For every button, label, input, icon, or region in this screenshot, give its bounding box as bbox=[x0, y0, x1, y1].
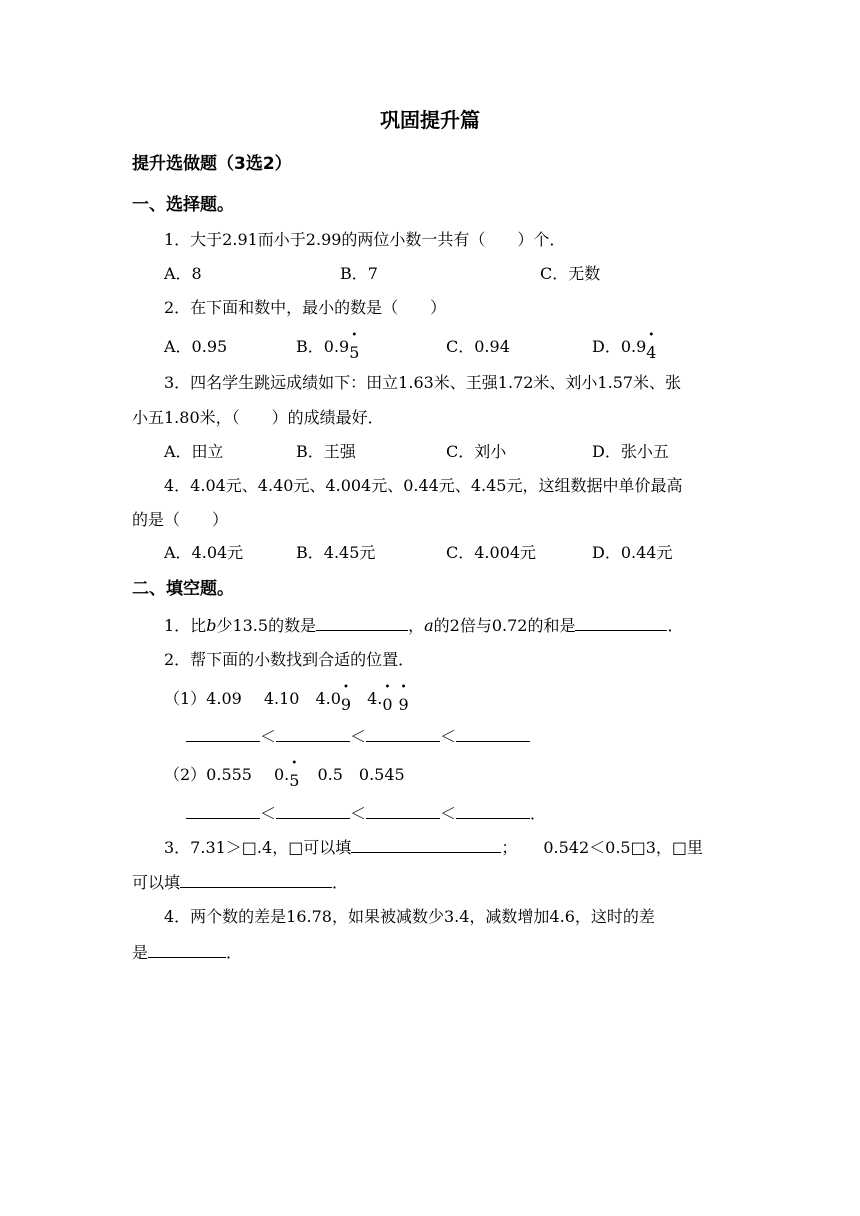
part2-label: （2）0.555 bbox=[164, 765, 252, 784]
q1-option-a: A．8 bbox=[164, 264, 202, 283]
repeating-digit: 5 • bbox=[349, 343, 359, 363]
repeating-digit: 0 • bbox=[382, 695, 392, 715]
answer-blank[interactable] bbox=[276, 726, 350, 742]
q2-text: 2．在下面和数中，最小的数是（ ） bbox=[164, 298, 447, 317]
q3-option-c: C．刘小 bbox=[446, 442, 507, 461]
fill-q4-line2 bbox=[132, 942, 242, 963]
fill-q2-period: ． bbox=[530, 804, 547, 823]
number-prefix: 4. bbox=[367, 689, 383, 708]
answer-blank[interactable] bbox=[366, 726, 440, 742]
less-than-sign: ＜ bbox=[260, 804, 277, 823]
q2-option-d bbox=[592, 337, 657, 362]
fill-q3-text-3: 可以填 bbox=[132, 873, 181, 892]
fill-q2-text: 2．帮下面的小数找到合适的位置． bbox=[164, 650, 415, 669]
fill-q1-comma: ， bbox=[408, 616, 425, 635]
number-prefix: 0. bbox=[274, 765, 290, 784]
q2-option-b bbox=[296, 337, 360, 362]
q4-option-b: B．4.45元 bbox=[296, 543, 376, 562]
repeating-digit: 5 • bbox=[289, 771, 299, 791]
section1-heading: 一、选择题。 bbox=[132, 195, 234, 215]
number-prefix: 4.0 bbox=[315, 689, 341, 708]
answer-blank[interactable] bbox=[456, 803, 530, 819]
fill-q1-text-1: 1．比 bbox=[164, 616, 207, 635]
less-than-sign: ＜ bbox=[350, 804, 367, 823]
answer-blank[interactable] bbox=[575, 615, 667, 631]
q4-option-d: D．0.44元 bbox=[592, 543, 673, 562]
less-than-sign: ＜ bbox=[440, 804, 457, 823]
fill-q3-text-2: 0.542＜0.5□3，□里 bbox=[543, 838, 703, 857]
fill-q2-part2-numbers bbox=[164, 765, 405, 790]
repeating-digit: 9 • bbox=[399, 695, 409, 715]
q1-text: 1．大于2.91而小于2.99的两位小数一共有（ ）个． bbox=[164, 230, 566, 249]
answer-blank[interactable] bbox=[180, 872, 332, 888]
fill-q3-line1 bbox=[164, 837, 703, 858]
q1-option-b: B．7 bbox=[340, 264, 378, 283]
repeating-digit: 9 • bbox=[341, 695, 351, 715]
q2-option-a: A．0.95 bbox=[164, 337, 228, 356]
q3-line1: 3．四名学生跳远成绩如下：田立1.63米、王强1.72米、刘小1.57米、张 bbox=[164, 373, 682, 392]
fill-q3-line2 bbox=[132, 872, 348, 893]
number-4-10: 4.10 bbox=[263, 689, 300, 708]
answer-blank[interactable] bbox=[276, 803, 350, 819]
q2-option-d-prefix: D．0.9 bbox=[592, 337, 647, 356]
fill-q4-text: 是 bbox=[132, 943, 149, 962]
less-than-sign: ＜ bbox=[350, 727, 367, 746]
fill-q3-text-1: 3．7.31＞□.4，□可以填 bbox=[164, 838, 352, 857]
answer-blank[interactable] bbox=[186, 726, 260, 742]
fill-q1 bbox=[164, 615, 683, 636]
page-title: 巩固提升篇 bbox=[380, 108, 480, 132]
subtitle: 提升选做题（3选2） bbox=[132, 154, 292, 174]
fill-q1-period: ． bbox=[667, 616, 684, 635]
variable-a: a bbox=[424, 616, 434, 635]
q4-line1: 4．4.04元、4.40元、4.004元、0.44元、4.45元，这组数据中单价最高 bbox=[164, 476, 683, 495]
answer-blank[interactable] bbox=[148, 942, 226, 958]
answer-blank[interactable] bbox=[186, 803, 260, 819]
q4-line2: 的是（ ） bbox=[132, 510, 229, 529]
section2-heading: 二、填空题。 bbox=[132, 579, 234, 599]
fill-q3-semicolon: ； bbox=[501, 838, 518, 857]
less-than-sign: ＜ bbox=[260, 727, 277, 746]
less-than-sign: ＜ bbox=[440, 727, 457, 746]
q2-option-b-prefix: B．0.9 bbox=[296, 337, 350, 356]
part1-label: （1）4.09 bbox=[164, 689, 242, 708]
repeating-digit: 4 • bbox=[646, 343, 656, 363]
fill-q2-part2-chain bbox=[186, 803, 546, 824]
number-0-545: 0.545 bbox=[358, 765, 405, 784]
q3-option-d: D．张小五 bbox=[592, 442, 669, 461]
fill-q4-period: ． bbox=[226, 943, 243, 962]
q3-line2: 小五1.80米，（ ）的成绩最好． bbox=[132, 408, 384, 427]
variable-b: b bbox=[206, 616, 217, 635]
number-0-5: 0.5 bbox=[317, 765, 343, 784]
q2-option-c: C．0.94 bbox=[446, 337, 510, 356]
fill-q4-line1: 4．两个数的差是16.78，如果被减数少3.4，减数增加4.6，这时的差 bbox=[164, 907, 655, 926]
fill-q3-period: ． bbox=[332, 873, 349, 892]
answer-blank[interactable] bbox=[366, 803, 440, 819]
q3-option-b: B．王强 bbox=[296, 442, 356, 461]
q4-option-a: A．4.04元 bbox=[164, 543, 244, 562]
fill-q2-part1-numbers bbox=[164, 689, 409, 714]
fill-q1-text-2: 少13.5的数是 bbox=[216, 616, 317, 635]
answer-blank[interactable] bbox=[351, 837, 501, 853]
answer-blank[interactable] bbox=[456, 726, 530, 742]
q4-option-c: C．4.004元 bbox=[446, 543, 537, 562]
answer-blank[interactable] bbox=[316, 615, 408, 631]
q3-option-a: A．田立 bbox=[164, 442, 224, 461]
fill-q1-text-3: 的2倍与0.72的和是 bbox=[433, 616, 576, 635]
q1-option-c: C．无数 bbox=[540, 264, 601, 283]
fill-q2-part1-chain bbox=[186, 726, 530, 747]
